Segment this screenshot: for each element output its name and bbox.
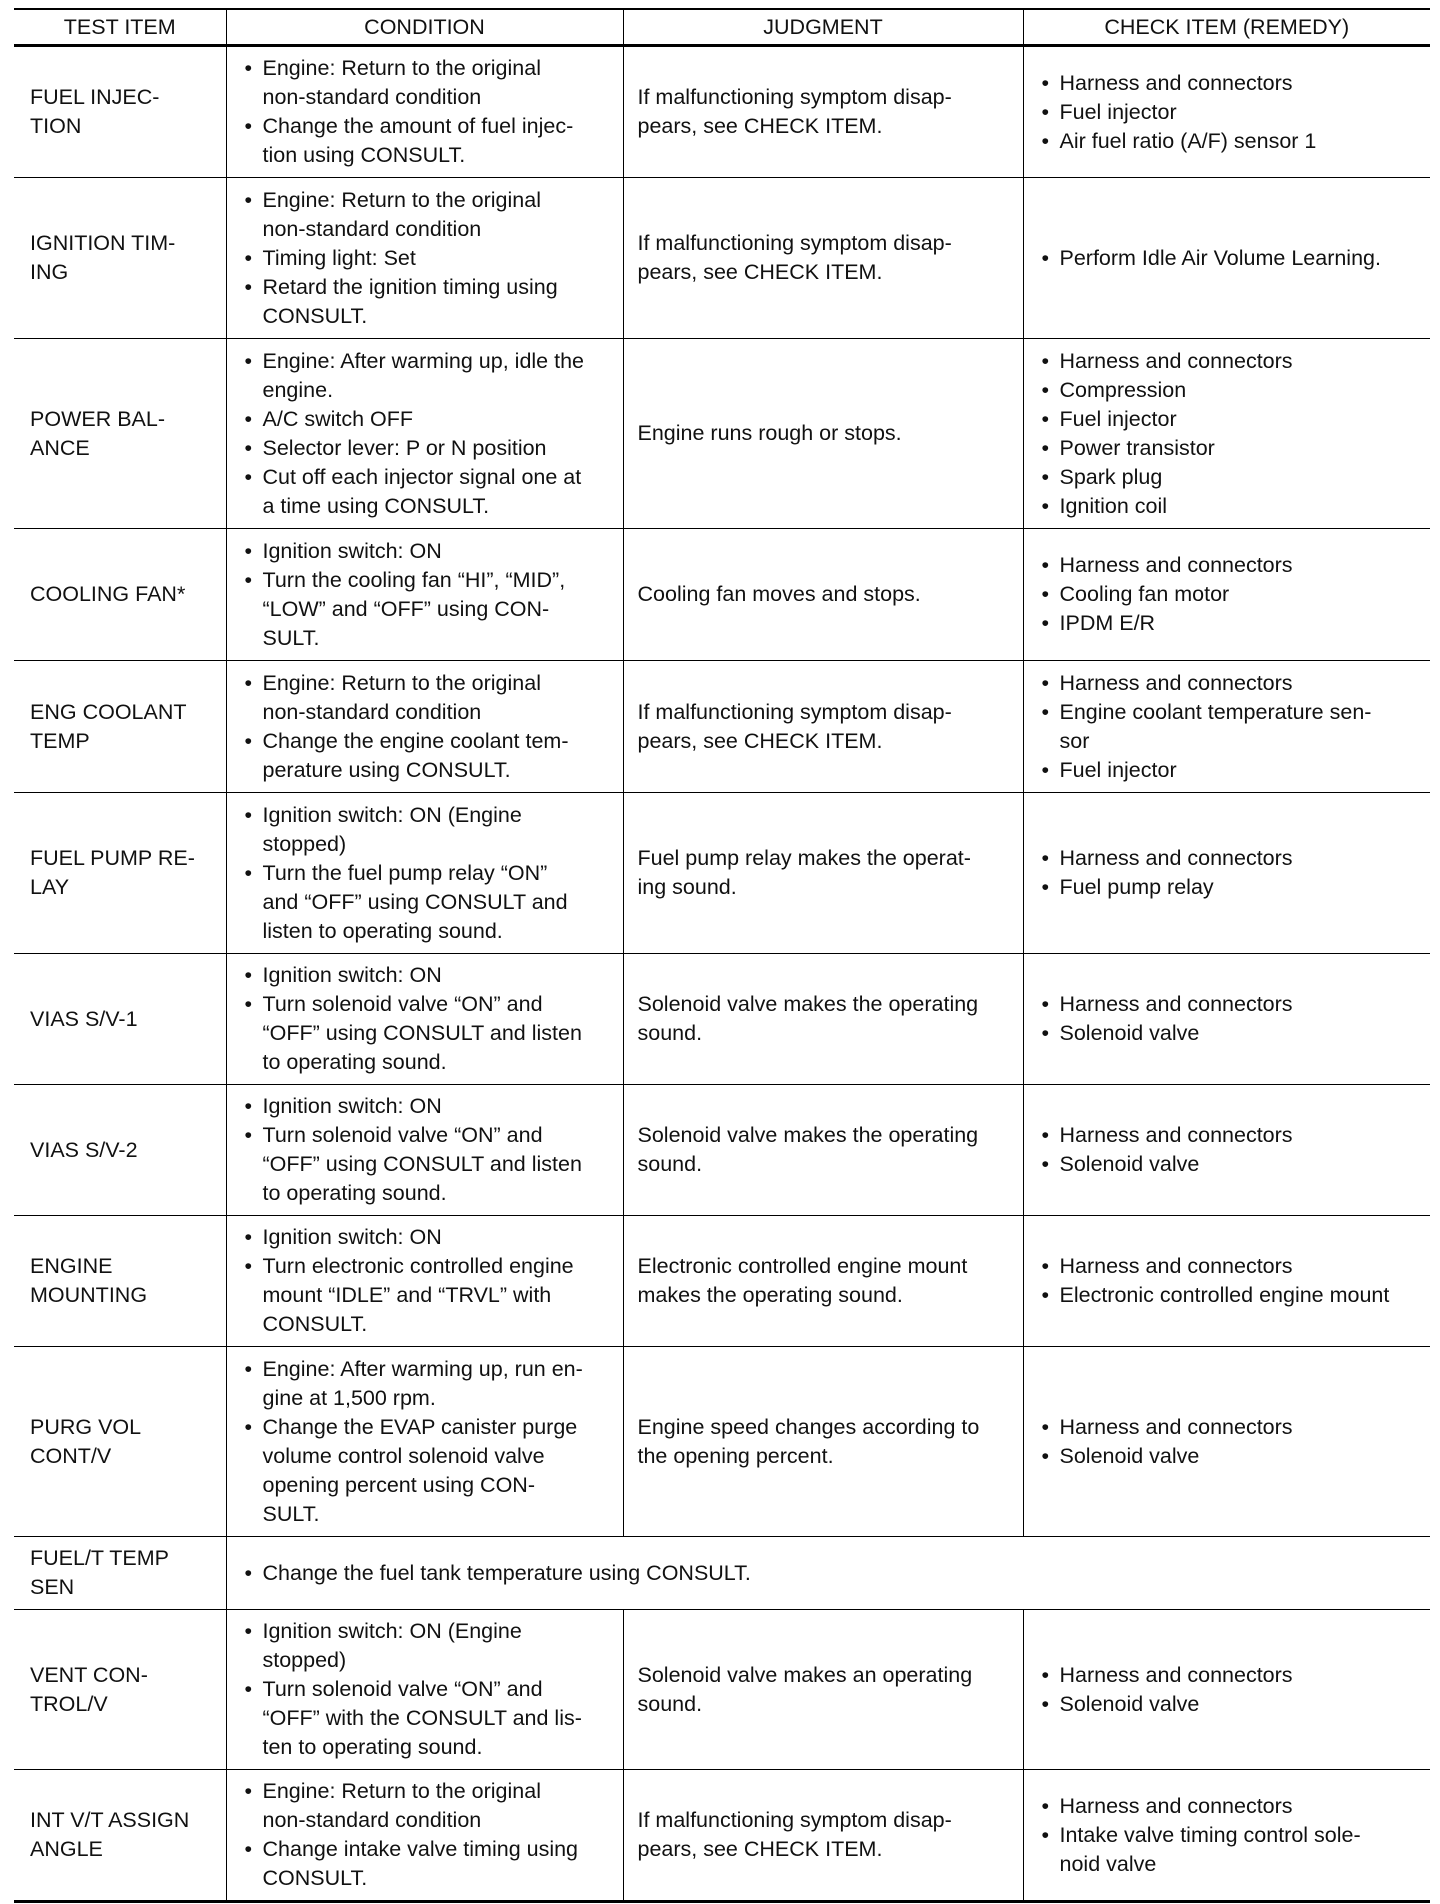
table-row — [14, 1347, 1430, 1537]
condition-cell — [226, 1770, 623, 1902]
judgment-cell — [623, 529, 1023, 661]
test-item-name: POWER BAL- ANCE — [30, 406, 165, 460]
check-item-list — [1038, 69, 1423, 156]
check-item-cell — [1023, 46, 1430, 178]
table-row — [14, 339, 1430, 529]
condition-item: • Change the EVAP canister purge volume control solenoid valve opening percent using CON- SULT. — [241, 1413, 615, 1529]
condition-item: • Engine: Return to the original non-standard condition — [241, 669, 615, 727]
check-item: • Compression — [1038, 376, 1423, 405]
judgment-text: If malfunctioning symptom disap- pears, see CHECK ITEM. — [637, 699, 952, 753]
condition-list — [241, 1559, 1423, 1588]
judgment-cell — [623, 1216, 1023, 1347]
check-item: • Air fuel ratio (A/F) sensor 1 — [1038, 127, 1423, 156]
check-item: • Electronic controlled engine mount — [1038, 1281, 1423, 1310]
check-item-cell — [1023, 339, 1430, 529]
condition-item: • Ignition switch: ON — [241, 537, 615, 566]
test-item-cell — [14, 1216, 226, 1347]
test-item-name: COOLING FAN* — [30, 582, 186, 606]
check-item: • Solenoid valve — [1038, 1019, 1423, 1048]
judgment-cell — [623, 178, 1023, 339]
condition-item: • Ignition switch: ON — [241, 1223, 615, 1252]
check-item-cell — [1023, 1216, 1430, 1347]
check-item: • Harness and connectors — [1038, 844, 1423, 873]
test-item-table — [14, 8, 1430, 1903]
condition-item: • Ignition switch: ON — [241, 961, 615, 990]
judgment-cell — [623, 1770, 1023, 1902]
table-row — [14, 1610, 1430, 1770]
check-item-list — [1038, 1792, 1423, 1879]
judgment-text: If malfunctioning symptom disap- pears, see CHECK ITEM. — [637, 1808, 952, 1861]
check-item: • Harness and connectors — [1038, 347, 1423, 376]
check-item-list — [1038, 244, 1423, 273]
check-item-list — [1038, 1661, 1423, 1719]
test-item-name: FUEL PUMP RE- LAY — [30, 846, 195, 899]
condition-item: • Change the amount of fuel injec- tion using CONSULT. — [241, 112, 615, 170]
condition-list — [241, 1777, 615, 1893]
condition-item: • Turn solenoid valve “ON” and “OFF” using CONSULT and listen to operating sound. — [241, 990, 615, 1077]
condition-item: • Change the fuel tank temperature using CONSULT. — [241, 1559, 1423, 1588]
table-row — [14, 1537, 1430, 1610]
check-item: • Harness and connectors — [1038, 1661, 1423, 1690]
condition-item: • Engine: Return to the original non-standard condition — [241, 1777, 615, 1835]
judgment-text: Solenoid valve makes the operating sound. — [637, 992, 979, 1045]
header-check-item: CHECK ITEM (REMEDY) — [1023, 9, 1430, 46]
check-item: • Fuel injector — [1038, 405, 1423, 434]
judgment-text: Fuel pump relay makes the operat- ing sound. — [637, 846, 971, 899]
check-item: • Fuel injector — [1038, 756, 1423, 785]
condition-list — [241, 1355, 615, 1529]
test-item-name: PURG VOL CONT/V — [30, 1414, 142, 1468]
judgment-cell — [623, 661, 1023, 793]
check-item: • Power transistor — [1038, 434, 1423, 463]
check-item: • Harness and connectors — [1038, 990, 1423, 1019]
condition-cell — [226, 1537, 1430, 1610]
condition-cell — [226, 793, 623, 954]
check-item-cell — [1023, 1347, 1430, 1537]
condition-item: • Timing light: Set — [241, 244, 615, 273]
condition-list — [241, 54, 615, 170]
condition-list — [241, 1617, 615, 1762]
judgment-text: If malfunctioning symptom disap- pears, see CHECK ITEM. — [637, 85, 952, 138]
condition-list — [241, 669, 615, 785]
condition-list — [241, 801, 615, 946]
condition-item: • Ignition switch: ON (Engine stopped) — [241, 1617, 615, 1675]
check-item-list — [1038, 347, 1423, 521]
check-item-list — [1038, 1252, 1423, 1310]
check-item: • Harness and connectors — [1038, 669, 1423, 698]
test-item-cell — [14, 1770, 226, 1902]
condition-item: • Turn the fuel pump relay “ON” and “OFF” using CONSULT and listen to operating sound. — [241, 859, 615, 946]
judgment-text: Engine runs rough or stops. — [637, 421, 902, 445]
test-item-cell — [14, 178, 226, 339]
check-item-cell — [1023, 661, 1430, 793]
condition-cell — [226, 1347, 623, 1537]
table-row — [14, 1216, 1430, 1347]
condition-item: • Change the engine coolant tem- perature using CONSULT. — [241, 727, 615, 785]
table-row — [14, 1770, 1430, 1902]
check-item: • Harness and connectors — [1038, 551, 1423, 580]
condition-item: • Change intake valve timing using CONSULT. — [241, 1835, 615, 1893]
check-item: • Engine coolant temperature sen- sor — [1038, 698, 1423, 756]
check-item-cell — [1023, 1085, 1430, 1216]
check-item-list — [1038, 551, 1423, 638]
test-item-cell — [14, 46, 226, 178]
judgment-text: If malfunctioning symptom disap- pears, see CHECK ITEM. — [637, 231, 952, 284]
condition-cell — [226, 178, 623, 339]
condition-item: • Cut off each injector signal one at a time using CONSULT. — [241, 463, 615, 521]
test-item-name: INT V/T ASSIGN ANGLE — [30, 1808, 190, 1861]
condition-item: • Engine: Return to the original non-standard condition — [241, 186, 615, 244]
check-item: • Harness and connectors — [1038, 1252, 1423, 1281]
test-item-name: FUEL/T TEMP SEN — [30, 1546, 169, 1599]
condition-item: • Ignition switch: ON (Engine stopped) — [241, 801, 615, 859]
check-item: • Solenoid valve — [1038, 1150, 1423, 1179]
test-item-cell — [14, 339, 226, 529]
test-item-cell — [14, 1347, 226, 1537]
check-item: • Fuel pump relay — [1038, 873, 1423, 902]
table-row — [14, 793, 1430, 954]
condition-item: • Turn electronic controlled engine mount “IDLE” and “TRVL” with CONSULT. — [241, 1252, 615, 1339]
judgment-cell — [623, 954, 1023, 1085]
check-item-cell — [1023, 529, 1430, 661]
test-item-name: VIAS S/V-2 — [30, 1137, 138, 1162]
condition-item: • Turn solenoid valve “ON” and “OFF” with the CONSULT and lis- ten to operating sound. — [241, 1675, 615, 1762]
judgment-text: Electronic controlled engine mount makes the operating sound. — [637, 1254, 968, 1307]
check-item-cell — [1023, 954, 1430, 1085]
check-item-cell — [1023, 793, 1430, 954]
check-item: • Fuel injector — [1038, 98, 1423, 127]
table-row — [14, 661, 1430, 793]
check-item: • Harness and connectors — [1038, 1792, 1423, 1821]
judgment-text: Solenoid valve makes the operating sound. — [637, 1123, 979, 1176]
condition-cell — [226, 529, 623, 661]
test-item-name: FUEL INJEC- TION — [30, 85, 160, 138]
check-item: • IPDM E/R — [1038, 609, 1423, 638]
check-item: • Cooling fan motor — [1038, 580, 1423, 609]
test-item-name: ENGINE MOUNTING — [30, 1254, 148, 1307]
judgment-text: Engine speed changes according to the opening percent. — [637, 1414, 980, 1468]
judgment-cell — [623, 793, 1023, 954]
test-item-cell — [14, 661, 226, 793]
check-item: • Harness and connectors — [1038, 69, 1423, 98]
judgment-cell — [623, 1610, 1023, 1770]
table-row — [14, 178, 1430, 339]
condition-cell — [226, 661, 623, 793]
check-item-cell — [1023, 178, 1430, 339]
condition-list — [241, 1223, 615, 1339]
condition-list — [241, 961, 615, 1077]
test-item-cell — [14, 529, 226, 661]
condition-list — [241, 347, 615, 521]
condition-cell — [226, 954, 623, 1085]
condition-cell — [226, 1085, 623, 1216]
test-item-cell — [14, 1085, 226, 1216]
check-item: • Intake valve timing control sole- noid valve — [1038, 1821, 1423, 1879]
check-item-list — [1038, 1121, 1423, 1179]
test-item-name: ENG COOLANT TEMP — [30, 699, 187, 753]
condition-item: • Engine: Return to the original non-standard condition — [241, 54, 615, 112]
condition-list — [241, 1092, 615, 1208]
check-item-cell — [1023, 1770, 1430, 1902]
header-judgment: JUDGMENT — [623, 9, 1023, 46]
check-item: • Spark plug — [1038, 463, 1423, 492]
condition-list — [241, 186, 615, 331]
condition-item: • Selector lever: P or N position — [241, 434, 615, 463]
test-item-name: IGNITION TIM- ING — [30, 231, 176, 284]
test-item-cell — [14, 1537, 226, 1610]
check-item: • Perform Idle Air Volume Learning. — [1038, 244, 1423, 273]
test-item-name: VIAS S/V-1 — [30, 1006, 138, 1031]
judgment-cell — [623, 339, 1023, 529]
test-item-cell — [14, 954, 226, 1085]
condition-item: • Turn solenoid valve “ON” and “OFF” using CONSULT and listen to operating sound. — [241, 1121, 615, 1208]
check-item-list — [1038, 669, 1423, 785]
condition-item: • Ignition switch: ON — [241, 1092, 615, 1121]
table-header-row — [14, 9, 1430, 46]
check-item: • Ignition coil — [1038, 492, 1423, 521]
check-item-list — [1038, 844, 1423, 902]
condition-cell — [226, 1216, 623, 1347]
judgment-text: Cooling fan moves and stops. — [637, 582, 921, 606]
condition-cell — [226, 339, 623, 529]
table-row — [14, 46, 1430, 178]
check-item: • Harness and connectors — [1038, 1413, 1423, 1442]
judgment-cell — [623, 1085, 1023, 1216]
condition-item: • Turn the cooling fan “HI”, “MID”, “LOW” and “OFF” using CON- SULT. — [241, 566, 615, 653]
check-item-cell — [1023, 1610, 1430, 1770]
condition-cell — [226, 1610, 623, 1770]
check-item-list — [1038, 990, 1423, 1048]
header-condition: CONDITION — [226, 9, 623, 46]
check-item-list — [1038, 1413, 1423, 1471]
check-item: • Harness and connectors — [1038, 1121, 1423, 1150]
condition-item: • Engine: After warming up, idle the engine. — [241, 347, 615, 405]
judgment-text: Solenoid valve makes an operating sound. — [637, 1662, 973, 1716]
table-row — [14, 954, 1430, 1085]
test-item-cell — [14, 793, 226, 954]
test-item-cell — [14, 1610, 226, 1770]
check-item: • Solenoid valve — [1038, 1690, 1423, 1719]
condition-list — [241, 537, 615, 653]
condition-item: • Retard the ignition timing using CONSULT. — [241, 273, 615, 331]
judgment-cell — [623, 1347, 1023, 1537]
judgment-cell — [623, 46, 1023, 178]
table-row — [14, 1085, 1430, 1216]
condition-item: • Engine: After warming up, run en- gine at 1,500 rpm. — [241, 1355, 615, 1413]
condition-item: • A/C switch OFF — [241, 405, 615, 434]
condition-cell — [226, 46, 623, 178]
table-row — [14, 529, 1430, 661]
check-item: • Solenoid valve — [1038, 1442, 1423, 1471]
header-test-item: TEST ITEM — [14, 9, 226, 46]
test-item-name: VENT CON- TROL/V — [30, 1662, 148, 1716]
